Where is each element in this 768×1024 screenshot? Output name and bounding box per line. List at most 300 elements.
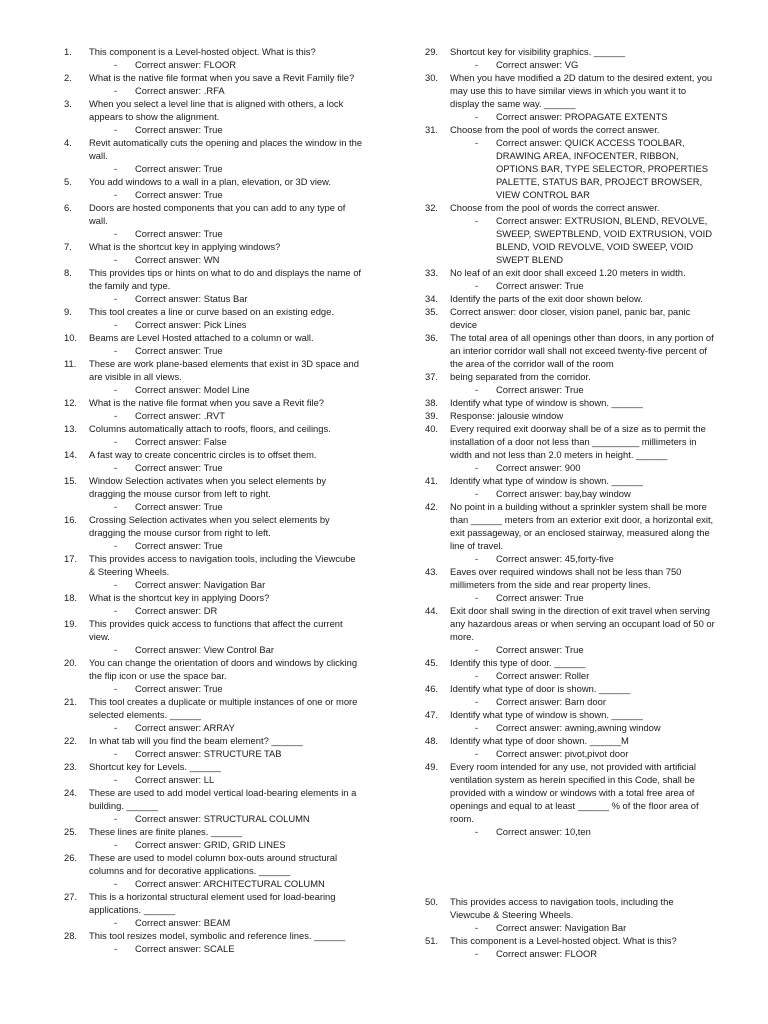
question-number: 2.: [64, 72, 72, 83]
question-text: This tool creates a line or curve based on an existing edge.: [89, 306, 334, 317]
question-item: [64, 552, 364, 591]
question-number: 5.: [64, 176, 72, 187]
question-number: 45.: [425, 657, 439, 668]
answer-bullet: -: [114, 943, 118, 954]
question-item: [64, 695, 364, 734]
answer: [64, 838, 364, 851]
question-item: [64, 71, 364, 97]
question: [64, 695, 364, 721]
answer-text: Correct answer: LL: [135, 774, 215, 785]
question: [64, 760, 364, 773]
answer-text: Correct answer: True: [496, 592, 584, 603]
question: [425, 305, 715, 331]
question: [425, 370, 715, 383]
answer-text: Correct answer: awning,awning window: [496, 722, 661, 733]
answer-text: Correct answer: STRUCTURE TAB: [135, 748, 282, 759]
question-text: This provides access to navigation tools, including the Viewcube & Steering Wheels.: [89, 553, 356, 577]
answer-bullet: -: [114, 319, 118, 330]
answer-text: Correct answer: False: [135, 436, 227, 447]
answer: [425, 825, 715, 838]
answer-bullet: -: [475, 137, 479, 148]
question-item: [64, 240, 364, 266]
answer: [64, 123, 364, 136]
answer-bullet: -: [114, 163, 118, 174]
answer-bullet: -: [114, 878, 118, 889]
answer-bullet: -: [114, 774, 118, 785]
question-number: 29.: [425, 46, 439, 57]
answer-bullet: -: [114, 917, 118, 928]
question-item: [64, 357, 364, 396]
answer: [64, 292, 364, 305]
answer-bullet: -: [114, 748, 118, 759]
question-text: Crossing Selection activates when you select elements by dragging the mouse cursor from right to left.: [89, 514, 330, 538]
answer-text: Correct answer: GRID, GRID LINES: [135, 839, 286, 850]
answer-bullet: -: [475, 280, 479, 291]
question-number: 21.: [64, 696, 78, 707]
question-item: [64, 448, 364, 474]
question-number: 20.: [64, 657, 78, 668]
question: [64, 305, 364, 318]
question: [425, 292, 715, 305]
question-item: [64, 591, 364, 617]
answer: [425, 695, 715, 708]
question-number: 40.: [425, 423, 439, 434]
answer-text: Correct answer: True: [496, 384, 584, 395]
answer-text: Correct answer: True: [135, 228, 223, 239]
question-text: The total area of all openings other than doors, in any portion of an interior corridor wall shall not exceed twenty-five percent of the area of the corridor wall of the room: [450, 332, 714, 369]
question-text: This component is a Level-hosted object. What is this?: [89, 46, 316, 57]
answer-text: Correct answer: .RVT: [135, 410, 225, 421]
answer-text: Correct answer: Pick Lines: [135, 319, 247, 330]
answer: [425, 921, 715, 934]
answer-text: Correct answer: EXTRUSION, BLEND, REVOLVE, SWEEP, SWEPTBLEND, VOID EXTRUSION, VOID BLEND, VOID REVOLVE, VOID SWEEP, VOID SWEPT BLEND: [496, 215, 713, 265]
question-number: 24.: [64, 787, 78, 798]
answer-text: Correct answer: Model Line: [135, 384, 250, 395]
question-number: 3.: [64, 98, 72, 109]
question: [425, 474, 715, 487]
question-number: 19.: [64, 618, 78, 629]
question-text: Response: jalousie window: [450, 410, 564, 421]
answer: [64, 812, 364, 825]
question: [64, 331, 364, 344]
question-number: 27.: [64, 891, 78, 902]
question-item: [64, 396, 364, 422]
question-number: 26.: [64, 852, 78, 863]
question-item: [64, 45, 364, 71]
question-text: Identify what type of window is shown. ______: [450, 475, 643, 486]
question-number: 42.: [425, 501, 439, 512]
answer: [64, 773, 364, 786]
question-text: Every room intended for any use, not provided with artificial ventilation system as herein specified in this Code, shall be provided with a window or windows with a total free area of openings and equal to at least ______ % of the floor area of room.: [450, 761, 699, 824]
question-text: When you select a level line that is aligned with others, a lock appears to show the alignment.: [89, 98, 344, 122]
left-column: [64, 45, 364, 955]
question: [425, 895, 715, 921]
question-text: This tool creates a duplicate or multiple instances of one or more selected elements. ______: [89, 696, 358, 720]
question-text: Identify what type of door shown. ______M: [450, 735, 629, 746]
answer-text: Correct answer: QUICK ACCESS TOOLBAR, DRAWING AREA, INFOCENTER, RIBBON, OPTIONS BAR, TYPE SELECTOR, PROPERTIES PALETTE, STATUS BAR, PROJECT BROWSER, VIEW CONTROL BAR: [496, 137, 709, 200]
answer: [64, 383, 364, 396]
answer-bullet: -: [475, 215, 479, 226]
answer: [64, 643, 364, 656]
question-item: [425, 396, 715, 409]
answer: [425, 591, 715, 604]
answer: [425, 721, 715, 734]
question-text: When you have modified a 2D datum to the desired extent, you may use this to have similar views in which you want it to display the same way. ______: [450, 72, 713, 109]
answer-bullet: -: [475, 722, 479, 733]
question-item: [425, 682, 715, 708]
answer-text: Correct answer: BEAM: [135, 917, 231, 928]
question: [64, 175, 364, 188]
answer-bullet: -: [114, 722, 118, 733]
question-text: This provides access to navigation tools, including the Viewcube & Steering Wheels.: [450, 896, 674, 920]
answer-text: Correct answer: True: [496, 644, 584, 655]
question-text: Identify what type of door is shown. ______: [450, 683, 631, 694]
answer-bullet: -: [114, 124, 118, 135]
question-item: [425, 656, 715, 682]
answer-bullet: -: [114, 59, 118, 70]
question-text: Identify the parts of the exit door shown below.: [450, 293, 643, 304]
answer: [425, 214, 715, 266]
question-item: [64, 266, 364, 305]
question-number: 39.: [425, 410, 439, 421]
answer-bullet: -: [114, 605, 118, 616]
question: [64, 890, 364, 916]
answer-text: Correct answer: Navigation Bar: [496, 922, 627, 933]
question: [425, 201, 715, 214]
answer-text: Correct answer: True: [496, 280, 584, 291]
question: [64, 825, 364, 838]
question-text: No point in a building without a sprinkler system shall be more than ______ meters from an exterior exit door, a horizontal exit, exit passageway, or an enclosed stairway, measured along the line of travel.: [450, 501, 714, 551]
question-text: These are used to model column box-outs around structural columns and for decorative applications. ______: [89, 852, 338, 876]
question-item: [64, 617, 364, 656]
answer: [64, 435, 364, 448]
answer-text: Correct answer: WN: [135, 254, 220, 265]
question-number: 9.: [64, 306, 72, 317]
question: [425, 331, 715, 370]
question-text: No leaf of an exit door shall exceed 1.20 meters in width.: [450, 267, 686, 278]
question-number: 32.: [425, 202, 439, 213]
question-text: What is the shortcut key in applying Doors?: [89, 592, 270, 603]
answer: [64, 188, 364, 201]
answer-text: Correct answer: bay,bay window: [496, 488, 631, 499]
question-number: 49.: [425, 761, 439, 772]
question-item: [425, 123, 715, 201]
question: [425, 565, 715, 591]
answer-text: Correct answer: 900: [496, 462, 581, 473]
question-number: 6.: [64, 202, 72, 213]
answer-text: Correct answer: ARCHITECTURAL COLUMN: [135, 878, 325, 889]
answer-bullet: -: [114, 384, 118, 395]
question-text: What is the native file format when you save a Revit Family file?: [89, 72, 355, 83]
question-number: 28.: [64, 930, 78, 941]
question: [64, 201, 364, 227]
question: [425, 682, 715, 695]
question-item: [64, 97, 364, 136]
question-text: Window Selection activates when you select elements by dragging the mouse cursor from left to right.: [89, 475, 327, 499]
question: [64, 357, 364, 383]
question-number: 17.: [64, 553, 78, 564]
answer-bullet: -: [114, 579, 118, 590]
question: [64, 474, 364, 500]
question: [425, 604, 715, 643]
answer-text: Correct answer: True: [135, 540, 223, 551]
question-text: Shortcut key for visibility graphics. ______: [450, 46, 626, 57]
question-text: You add windows to a wall in a plan, elevation, or 3D view.: [89, 176, 331, 187]
answer-bullet: -: [475, 826, 479, 837]
question-number: 41.: [425, 475, 439, 486]
question: [64, 734, 364, 747]
answer-bullet: -: [475, 948, 479, 959]
question-item: [64, 929, 364, 955]
question-number: 7.: [64, 241, 72, 252]
question: [425, 266, 715, 279]
question-number: 44.: [425, 605, 439, 616]
question-text: These are used to add model vertical load-bearing elements in a building. ______: [89, 787, 357, 811]
question-item: [425, 422, 715, 474]
answer-bullet: -: [114, 345, 118, 356]
question-text: What is the shortcut key in applying windows?: [89, 241, 281, 252]
question: [64, 136, 364, 162]
answer-bullet: -: [475, 59, 479, 70]
question-text: Exit door shall swing in the direction of exit travel when serving any hazardous areas or when serving an occupant load of 50 or more.: [450, 605, 715, 642]
question: [425, 71, 715, 110]
answer-text: Correct answer: PROPAGATE EXTENTS: [496, 111, 668, 122]
answer-bullet: -: [475, 384, 479, 395]
answer-text: Correct answer: True: [135, 501, 223, 512]
question: [64, 45, 364, 58]
question-item: [425, 45, 715, 71]
question-item: [425, 409, 715, 422]
question-number: 30.: [425, 72, 439, 83]
question: [64, 552, 364, 578]
question-item: [64, 760, 364, 786]
question-text: Doors are hosted components that you can add to any type of wall.: [89, 202, 346, 226]
answer: [64, 318, 364, 331]
answer-text: Correct answer: .RFA: [135, 85, 225, 96]
question-text: This provides tips or hints on what to do and displays the name of the family and type.: [89, 267, 362, 291]
question-number: 38.: [425, 397, 439, 408]
answer-bullet: -: [114, 540, 118, 551]
question-number: 47.: [425, 709, 439, 720]
question-text: Choose from the pool of words the correct answer.: [450, 202, 660, 213]
question: [425, 760, 715, 825]
question-item: [425, 708, 715, 734]
question-number: 8.: [64, 267, 72, 278]
question: [425, 422, 715, 461]
question-item: [425, 895, 715, 934]
question: [425, 656, 715, 669]
question-number: 33.: [425, 267, 439, 278]
answer-bullet: -: [114, 683, 118, 694]
question-item: [425, 201, 715, 266]
question-item: [425, 565, 715, 604]
question: [64, 617, 364, 643]
question-number: 25.: [64, 826, 78, 837]
answer: [425, 552, 715, 565]
answer: [64, 682, 364, 695]
question: [64, 240, 364, 253]
question-text: Correct answer: door closer, vision panel, panic bar, panic device: [450, 306, 691, 330]
question-text: being separated from the corridor.: [450, 371, 591, 382]
question: [64, 422, 364, 435]
answer-text: Correct answer: DR: [135, 605, 218, 616]
answer: [64, 162, 364, 175]
answer: [64, 942, 364, 955]
answer-bullet: -: [475, 592, 479, 603]
answer: [64, 539, 364, 552]
question-item: [425, 292, 715, 305]
question: [64, 591, 364, 604]
answer-bullet: -: [475, 111, 479, 122]
answer-text: Correct answer: FLOOR: [135, 59, 237, 70]
question-number: 14.: [64, 449, 78, 460]
question-text: Choose from the pool of words the correct answer.: [450, 124, 660, 135]
answer-text: Correct answer: True: [135, 124, 223, 135]
question-item: [64, 175, 364, 201]
question: [425, 708, 715, 721]
question-item: [64, 786, 364, 825]
question-number: 22.: [64, 735, 78, 746]
answer-text: Correct answer: True: [135, 189, 223, 200]
question-text: Revit automatically cuts the opening and places the window in the wall.: [89, 137, 363, 161]
answer-bullet: -: [475, 644, 479, 655]
answer-bullet: -: [475, 696, 479, 707]
question: [425, 45, 715, 58]
question-text: Eaves over required windows shall not be less than 750 millimeters from the side and rear property lines.: [450, 566, 682, 590]
answer: [64, 461, 364, 474]
question-text: Beams are Level Hosted attached to a column or wall.: [89, 332, 314, 343]
answer-text: Correct answer: STRUCTURAL COLUMN: [135, 813, 310, 824]
question-item: [425, 604, 715, 656]
answer-bullet: -: [475, 922, 479, 933]
question-text: A fast way to create concentric circles is to offset them.: [89, 449, 317, 460]
question-item: [425, 370, 715, 396]
question: [64, 266, 364, 292]
answer: [64, 500, 364, 513]
question: [425, 500, 715, 552]
question-number: 4.: [64, 137, 72, 148]
question: [425, 734, 715, 747]
answer-text: Correct answer: 45,forty-five: [496, 553, 614, 564]
answer-text: Correct answer: FLOOR: [496, 948, 598, 959]
answer-bullet: -: [114, 189, 118, 200]
question-item: [64, 422, 364, 448]
question-text: This tool resizes model, symbolic and reference lines. ______: [89, 930, 346, 941]
question-item: [425, 934, 715, 960]
question-item: [425, 500, 715, 565]
answer-bullet: -: [475, 553, 479, 564]
question: [425, 409, 715, 422]
answer: [425, 383, 715, 396]
question-text: This is a horizontal structural element used for load-bearing applications. ______: [89, 891, 336, 915]
question-number: 15.: [64, 475, 78, 486]
question-number: 31.: [425, 124, 439, 135]
question-item: [425, 760, 715, 838]
answer-bullet: -: [114, 813, 118, 824]
question-number: 13.: [64, 423, 78, 434]
question-item: [64, 201, 364, 240]
question-text: Identify what type of window is shown. ______: [450, 397, 643, 408]
answer-text: Correct answer: pivot,pivot door: [496, 748, 629, 759]
answer: [425, 487, 715, 500]
question-item: [64, 890, 364, 929]
question-item: [64, 305, 364, 331]
question-item: [64, 851, 364, 890]
answer-text: Correct answer: Barn door: [496, 696, 606, 707]
answer: [64, 84, 364, 97]
question-text: You can change the orientation of doors and windows by clicking the flip icon or use the space bar.: [89, 657, 358, 681]
answer-bullet: -: [114, 839, 118, 850]
question-item: [425, 71, 715, 123]
answer: [425, 58, 715, 71]
answer-bullet: -: [114, 644, 118, 655]
question-number: 43.: [425, 566, 439, 577]
answer-text: Correct answer: View Control Bar: [135, 644, 274, 655]
answer-bullet: -: [114, 254, 118, 265]
question-item: [64, 656, 364, 695]
question-number: 35.: [425, 306, 439, 317]
answer: [64, 253, 364, 266]
answer: [64, 578, 364, 591]
answer: [425, 947, 715, 960]
answer: [425, 110, 715, 123]
answer: [425, 279, 715, 292]
question-number: 1.: [64, 46, 72, 57]
question-number: 16.: [64, 514, 78, 525]
question: [64, 656, 364, 682]
question: [64, 786, 364, 812]
answer: [425, 669, 715, 682]
right-column-bottom: [425, 895, 715, 960]
question-number: 18.: [64, 592, 78, 603]
answer: [64, 58, 364, 71]
answer: [425, 461, 715, 474]
answer-bullet: -: [114, 85, 118, 96]
answer-bullet: -: [475, 462, 479, 473]
question-text: This component is a Level-hosted object. What is this?: [450, 935, 677, 946]
answer-bullet: -: [114, 293, 118, 304]
answer: [64, 747, 364, 760]
question-item: [425, 734, 715, 760]
question-item: [64, 331, 364, 357]
answer-bullet: -: [475, 670, 479, 681]
question: [425, 396, 715, 409]
question-item: [425, 266, 715, 292]
question: [64, 71, 364, 84]
question-number: 37.: [425, 371, 439, 382]
question-text: Every required exit doorway shall be of a size as to permit the installation of a door not less than _________ millimeters in width and not less than 2.0 meters in height. ______: [450, 423, 706, 460]
question-number: 11.: [64, 358, 77, 369]
answer-text: Correct answer: True: [135, 462, 223, 473]
question-number: 51.: [425, 935, 439, 946]
question-text: Columns automatically attach to roofs, floors, and ceilings.: [89, 423, 331, 434]
answer-text: Correct answer: True: [135, 683, 223, 694]
question-text: What is the native file format when you save a Revit file?: [89, 397, 325, 408]
question: [64, 851, 364, 877]
answer-text: Correct answer: ARRAY: [135, 722, 235, 733]
answer-bullet: -: [475, 748, 479, 759]
question-number: 46.: [425, 683, 439, 694]
answer-text: Correct answer: Navigation Bar: [135, 579, 266, 590]
answer-text: Correct answer: SCALE: [135, 943, 235, 954]
question-number: 10.: [64, 332, 78, 343]
answer-bullet: -: [114, 436, 118, 447]
answer-bullet: -: [475, 488, 479, 499]
question-text: Identify what type of window is shown. ______: [450, 709, 643, 720]
question: [64, 448, 364, 461]
answer-text: Correct answer: True: [135, 345, 223, 356]
answer-text: Correct answer: 10,ten: [496, 826, 591, 837]
